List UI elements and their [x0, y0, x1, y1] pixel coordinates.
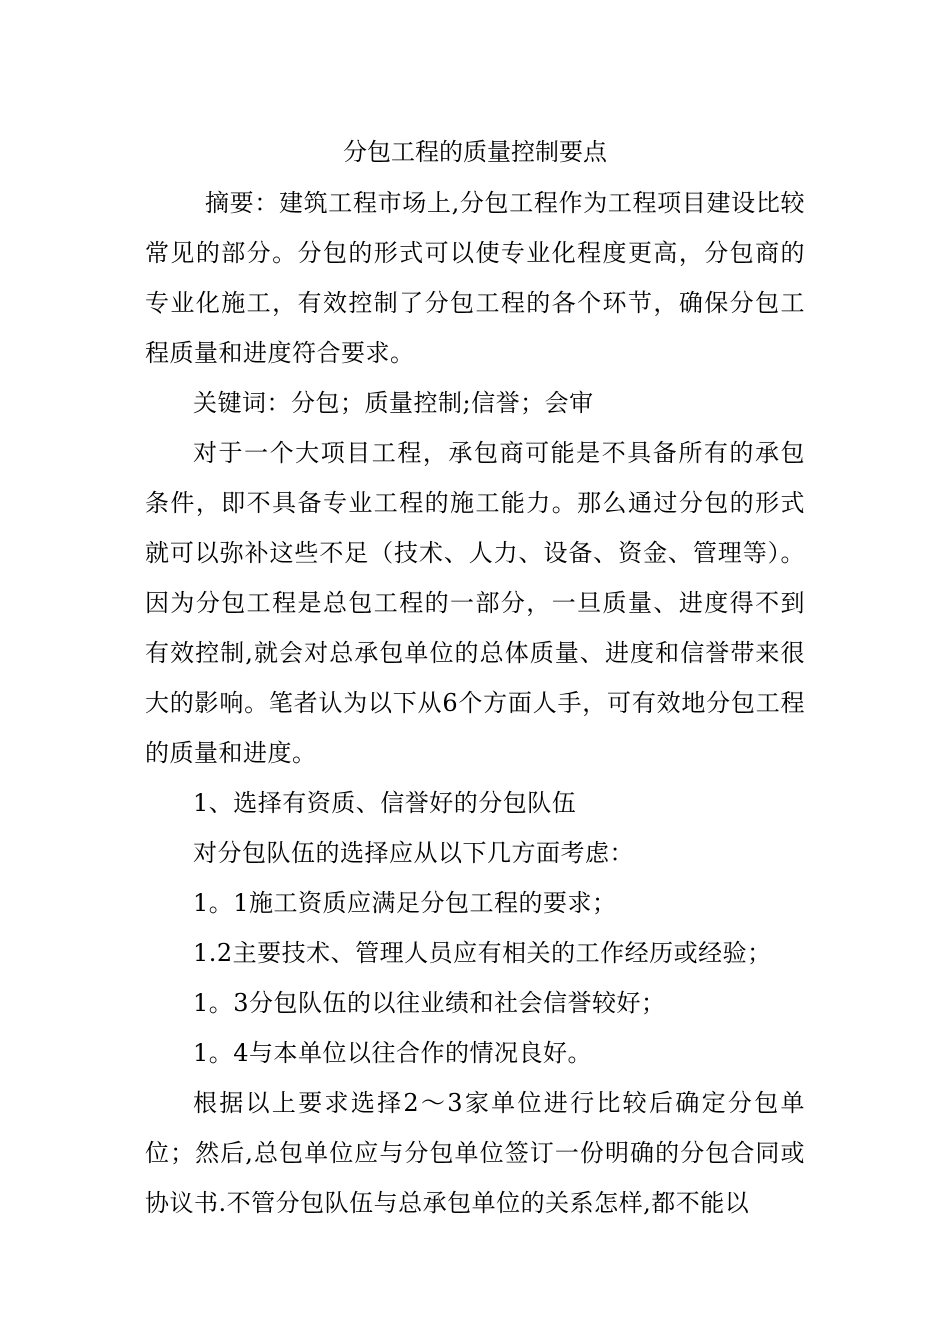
body-paragraph-intro: 对于一个大项目工程，承包商可能是不具备所有的承包条件，即不具备专业工程的施工能力。那么通过分包的形式就可以弥补这些不足（技术、人力、设备、资金、管理等）。因为分包工程是总包工程的一部分，一旦质量、进度得不到有效控制,就会对总承包单位的总体质量、进度和信誉带来很大的影响。笔者认为以下从6个方面人手，可有效地分包工程的质量和进度。: [145, 439, 805, 767]
document-title: 分包工程的质量控制要点: [343, 138, 607, 166]
document-body: [145, 128, 805, 1228]
list-item-1-1: 1。1施工资质应满足分包工程的要求；: [193, 889, 617, 917]
body-paragraph-contract: 根据以上要求选择2～3家单位进行比较后确定分包单位；然后,总包单位应与分包单位签订一份明确的分包合同或协议书.不管分包队伍与总承包单位的关系怎样,都不能以: [145, 1089, 805, 1217]
list-item-1-4: 1。4与本单位以往合作的情况良好。: [193, 1039, 593, 1067]
section-heading-1: 1、选择有资质、信誉好的分包队伍: [193, 789, 577, 817]
list-item-1-2: 1.2主要技术、管理人员应有相关的工作经历或经验；: [193, 939, 772, 967]
body-paragraph-selection: 对分包队伍的选择应从以下几方面考虑：: [193, 839, 634, 867]
keywords-paragraph: 关键词：分包；质量控制;信誉；会审: [193, 389, 594, 417]
list-item-1-3: 1。3分包队伍的以往业绩和社会信誉较好；: [193, 989, 666, 1017]
abstract-paragraph: 摘要：建筑工程市场上,分包工程作为工程项目建设比较常见的部分。分包的形式可以使专业化程度更高，分包商的专业化施工，有效控制了分包工程的各个环节，确保分包工程质量和进度符合要求。: [145, 189, 805, 367]
